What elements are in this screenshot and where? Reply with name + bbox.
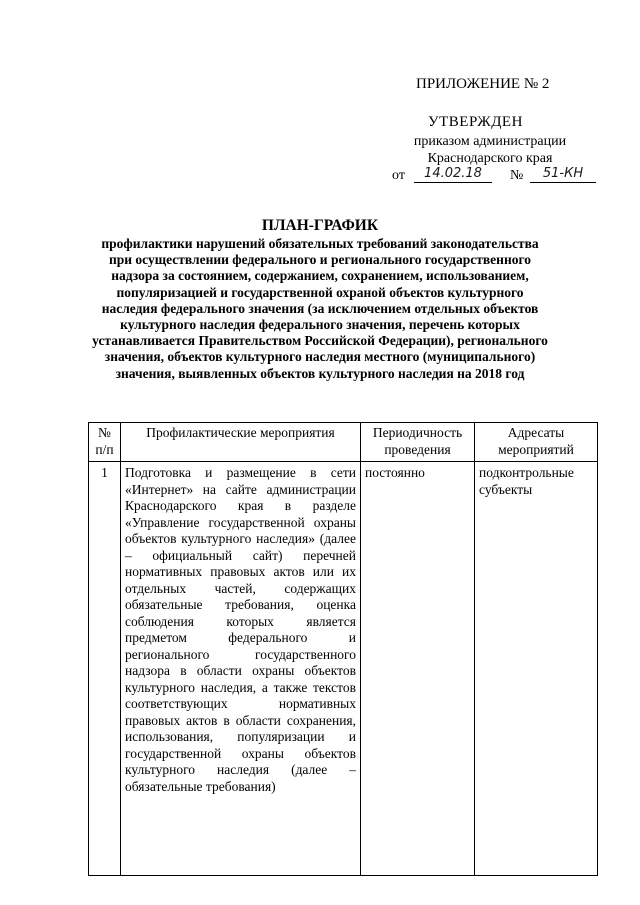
table-row [89, 462, 598, 876]
date-prefix: от [392, 168, 405, 183]
handwritten-number: 51-КН [530, 165, 596, 183]
row-addressees: подконтрольные субъекты [475, 462, 598, 876]
row-measure: Подготовка и размещение в сети «Интернет» на сайте администрации Краснодарского края в разделе «Управление государственной охраны объектов культурного наследия» (далее – официальный сайт) перечней нормативных правовых актов или их отдельных частей, содержащих обязательные требования, оценка соблюдения которых является предметом федерального и регионального государственного надзора в области охраны объектов культурного наследия, а также текстов соответствующих нормативных правовых актов в области сохранения, использования, популяризации и государственной охраны объектов культурного наследия (далее – обязательные требования) [121, 462, 361, 876]
approved-label: УТВЕРЖДЕН [428, 114, 523, 130]
order-date-number-row [392, 165, 602, 187]
number-prefix: № [510, 168, 524, 183]
table-header-row [89, 423, 598, 462]
header-addressees: Адресаты мероприятий [475, 423, 598, 462]
row-periodicity: постоянно [361, 462, 475, 876]
plan-table [88, 422, 598, 876]
header-num: № п/п [89, 423, 121, 462]
document-subtitle: профилактики нарушений обязательных требований законодательства при осуществлении федерального и регионального государственного надзора за состоянием, содержанием, сохранением, использованием, популяризацией и государственной охраной объектов культурного наследия федерального значения (за исключением отдельных объектов культурного наследия федерального значения, перечень которых устанавливается Правительством Российской Федерации), регионального значения, объектов культурного наследия местного (муниципального) значения, выявленных объектов культурного наследия на 2018 год [92, 236, 548, 381]
header-measures: Профилактические мероприятия [121, 423, 361, 462]
handwritten-date: 14.02.18 [414, 165, 492, 183]
order-line-1: приказом администрации [413, 134, 567, 149]
row-num: 1 [89, 462, 121, 876]
document-title: ПЛАН-ГРАФИК [261, 217, 379, 234]
header-periodicity: Периодичность проведения [361, 423, 475, 462]
appendix-label: ПРИЛОЖЕНИЕ № 2 [416, 76, 550, 92]
order-line-2: Краснодарского края [427, 151, 553, 166]
